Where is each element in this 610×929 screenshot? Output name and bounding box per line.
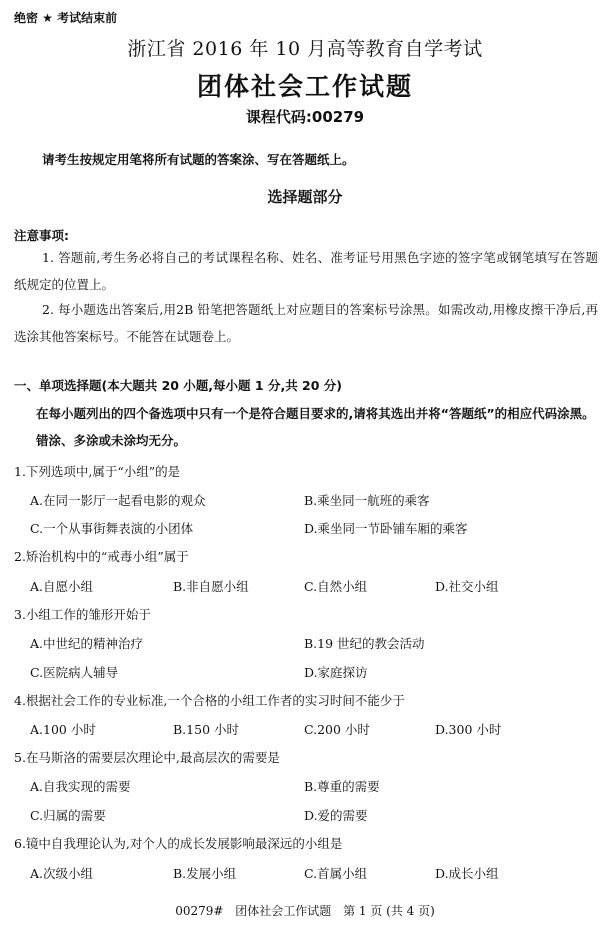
section1-instruction: 在每小题列出的四个备选项中只有一个是符合题目要求的,请将其选出并将“答题纸”的相应代码涂黑。错涂、多涂或未涂均无分。 xyxy=(36,406,595,448)
question-3-option-d: D.家庭探访 xyxy=(304,665,368,680)
question-6-option-c: C.首属小组 xyxy=(304,866,368,881)
question-4-stem: 4.根据社会工作的专业标准,一个合格的小组工作者的实习时间不能少于 xyxy=(14,693,405,708)
question-6-option-d: D.成长小组 xyxy=(435,866,499,881)
note-item-2: 2. 每小题选出答案后,用2B 铅笔把答题纸上对应题目的答案标号涂黑。如需改动,用橡皮擦干净后,再选涂其他答案标号。不能答在试题卷上。 xyxy=(14,302,598,344)
question-5-option-b: B.尊重的需要 xyxy=(304,779,380,794)
footer-code: 00279# xyxy=(175,904,224,918)
question-1-option-d: D.乘坐同一节卧铺车厢的乘客 xyxy=(304,521,468,536)
footer-page-number: 第 1 页 (共 4 页) xyxy=(343,904,435,918)
question-2-option-a: A.自愿小组 xyxy=(30,579,94,594)
question-6-option-a: A.次级小组 xyxy=(30,866,94,881)
question-2-option-d: D.社交小组 xyxy=(435,579,499,594)
question-1-option-a: A.在同一影厅一起看电影的观众 xyxy=(30,493,206,508)
subject-title: 团体社会工作试题 xyxy=(196,72,413,101)
section1-heading: 一、单项选择题(本大题共 20 小题,每小题 1 分,共 20 分) xyxy=(14,378,343,393)
question-3-option-b: B.19 世纪的教会活动 xyxy=(304,636,425,651)
question-4-option-d: D.300 小时 xyxy=(435,722,502,737)
question-4-option-b: B.150 小时 xyxy=(173,722,239,737)
page-footer xyxy=(0,902,610,919)
question-3-option-c: C.医院病人辅导 xyxy=(30,665,119,680)
question-2-option-b: B.非自愿小组 xyxy=(173,579,249,594)
note-item-1: 1. 答题前,考生务必将自己的考试课程名称、姓名、准考证号用黑色字迹的签字笔或钢笔填写在答题纸规定的位置上。 xyxy=(14,250,598,292)
answer-notice: 请考生按规定用笔将所有试题的答案涂、写在答题纸上。 xyxy=(42,152,355,167)
question-2-stem: 2.矫治机构中的“戒毒小组”属于 xyxy=(14,549,189,564)
question-4-option-a: A.100 小时 xyxy=(30,722,96,737)
question-5-stem: 5.在马斯洛的需要层次理论中,最高层次的需要是 xyxy=(14,750,280,765)
question-5-option-c: C.归属的需要 xyxy=(30,808,106,823)
question-4-option-c: C.200 小时 xyxy=(304,722,370,737)
secret-mark: 绝密 ★ 考试结束前 xyxy=(14,11,118,25)
question-5-option-a: A.自我实现的需要 xyxy=(30,779,131,794)
section-label: 选择题部分 xyxy=(267,188,343,206)
footer-subject: 团体社会工作试题 xyxy=(235,904,332,918)
question-1-option-c: C.一个从事街舞表演的小团体 xyxy=(30,521,194,536)
question-6-stem: 6.镜中自我理论认为,对个人的成长发展影响最深远的小组是 xyxy=(14,836,343,851)
notes-heading: 注意事项: xyxy=(14,228,69,243)
question-6-option-b: B.发展小组 xyxy=(173,866,237,881)
exam-title: 浙江省 2016 年 10 月高等教育自学考试 xyxy=(127,38,483,60)
question-1-option-b: B.乘坐同一航班的乘客 xyxy=(304,493,430,508)
question-1-stem: 1.下列选项中,属于“小组”的是 xyxy=(14,464,181,479)
course-code: 课程代码:00279 xyxy=(245,108,365,126)
question-3-stem: 3.小组工作的雏形开始于 xyxy=(14,607,151,622)
question-3-option-a: A.中世纪的精神治疗 xyxy=(30,636,144,651)
question-5-option-d: D.爱的需要 xyxy=(304,808,368,823)
question-2-option-c: C.自然小组 xyxy=(304,579,368,594)
